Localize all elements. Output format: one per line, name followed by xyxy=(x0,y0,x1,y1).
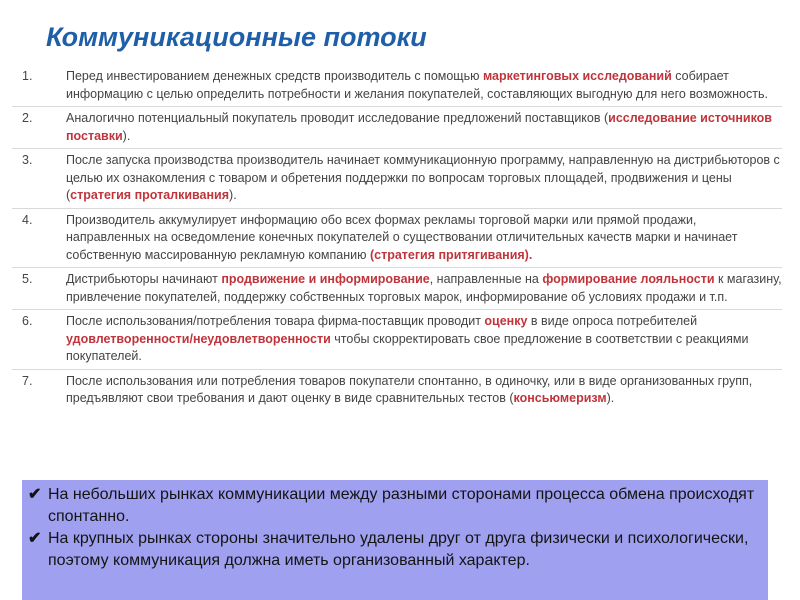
list-item xyxy=(12,313,782,369)
highlighted-term: (стратегия притягивания). xyxy=(369,247,533,262)
callout-text: На крупных рынках стороны значительно удалены друг от друга физически и психологически, поэтому коммуникация должна иметь организованный характер. xyxy=(48,530,749,569)
highlighted-term: маркетинговых исследований xyxy=(482,69,672,83)
highlighted-term: консьюмеризм xyxy=(513,391,607,405)
divider xyxy=(12,148,782,149)
list-item-text xyxy=(66,152,782,205)
callout-bullet xyxy=(28,484,760,528)
text-run: Дистрибьюторы начинают xyxy=(66,272,222,286)
list-item xyxy=(12,271,782,309)
list-item-number: 4. xyxy=(22,212,33,227)
callout-text: На небольших рынках коммуникации между разными сторонами процесса обмена происходят спонтанно. xyxy=(48,486,755,525)
list-item xyxy=(12,110,782,148)
highlighted-term: исследование источников поставки xyxy=(66,111,772,143)
callout-bullet xyxy=(28,528,760,572)
list-item-text xyxy=(66,212,782,265)
numbered-list xyxy=(12,68,782,411)
highlighted-term: оценку xyxy=(484,314,528,328)
highlighted-term: продвижение и информирование xyxy=(221,272,430,286)
divider xyxy=(12,208,782,209)
list-item-text xyxy=(66,110,782,145)
highlighted-term: стратегия проталкивания xyxy=(70,188,230,202)
list-item-number: 2. xyxy=(22,111,33,125)
text-run: в виде опроса потребителей xyxy=(527,314,698,328)
text-run: После запуска производства производитель начинает коммуникационную программу, направленную на дистрибьюторов с целью их ознакомления с товаром и обретения поддержки по вопросам торговых площадей, продвижения и цены ( xyxy=(66,153,780,202)
text-run: Производитель аккумулирует информацию обо всех формах рекламы торговой марки или прямой продажи, направленных на осведомление конечных покупателей о существовании отличительных качеств марки и начинает собственную массированную рекламную компанию xyxy=(66,212,738,262)
highlighted-term: формирование лояльности xyxy=(542,272,715,286)
highlighted-term: удовлетворенности/неудовлетворенности xyxy=(66,331,331,346)
list-item xyxy=(12,68,782,106)
list-item-text xyxy=(66,68,782,103)
list-item-text xyxy=(66,373,782,408)
slide-title: Коммуникационные потоки xyxy=(46,22,427,52)
list-item-text xyxy=(66,271,782,306)
list-item-number: 6. xyxy=(22,314,33,328)
text-run: После использования/потребления товара фирма-поставщик проводит xyxy=(66,314,485,328)
list-item-number: 3. xyxy=(22,153,33,167)
text-run: собирает информацию с целью определить потребности и желания покупателей, составляющих выгодную для него возможность. xyxy=(66,69,768,101)
divider xyxy=(12,369,782,370)
check-icon: ✔ xyxy=(28,486,42,503)
text-run: , направленные на xyxy=(429,272,543,286)
text-run: ). xyxy=(606,391,615,405)
divider xyxy=(12,106,782,107)
list-item-number: 7. xyxy=(22,373,33,388)
list-item xyxy=(12,152,782,208)
divider xyxy=(12,267,782,268)
text-run: Аналогично потенциальный покупатель проводит исследование предложений поставщиков ( xyxy=(66,111,609,125)
text-run: Перед инвестированием денежных средств производитель с помощью xyxy=(66,69,483,83)
list-item xyxy=(12,212,782,268)
divider xyxy=(12,309,782,310)
text-run: После использования или потребления товаров покупатели спонтанно, в одиночку, или в виде организованных групп, предъявляют свои требования и дают оценку в виде сравнительных тестов ( xyxy=(66,373,753,405)
text-run: ). xyxy=(122,128,131,143)
text-run: чтобы скорректировать свое предложение в соответствии с реакциями покупателей. xyxy=(66,331,749,363)
list-item-number: 5. xyxy=(22,272,33,286)
text-run: ). xyxy=(229,188,237,202)
list-item-number: 1. xyxy=(22,69,33,83)
list-item-text xyxy=(66,313,782,366)
list-item xyxy=(12,373,782,411)
summary-callout xyxy=(22,480,768,600)
text-run: к магазину, привлечение покупателей, поддержку собственных торговых марок, информирование об условиях продажи и т.п. xyxy=(66,272,782,304)
check-icon: ✔ xyxy=(28,530,42,547)
